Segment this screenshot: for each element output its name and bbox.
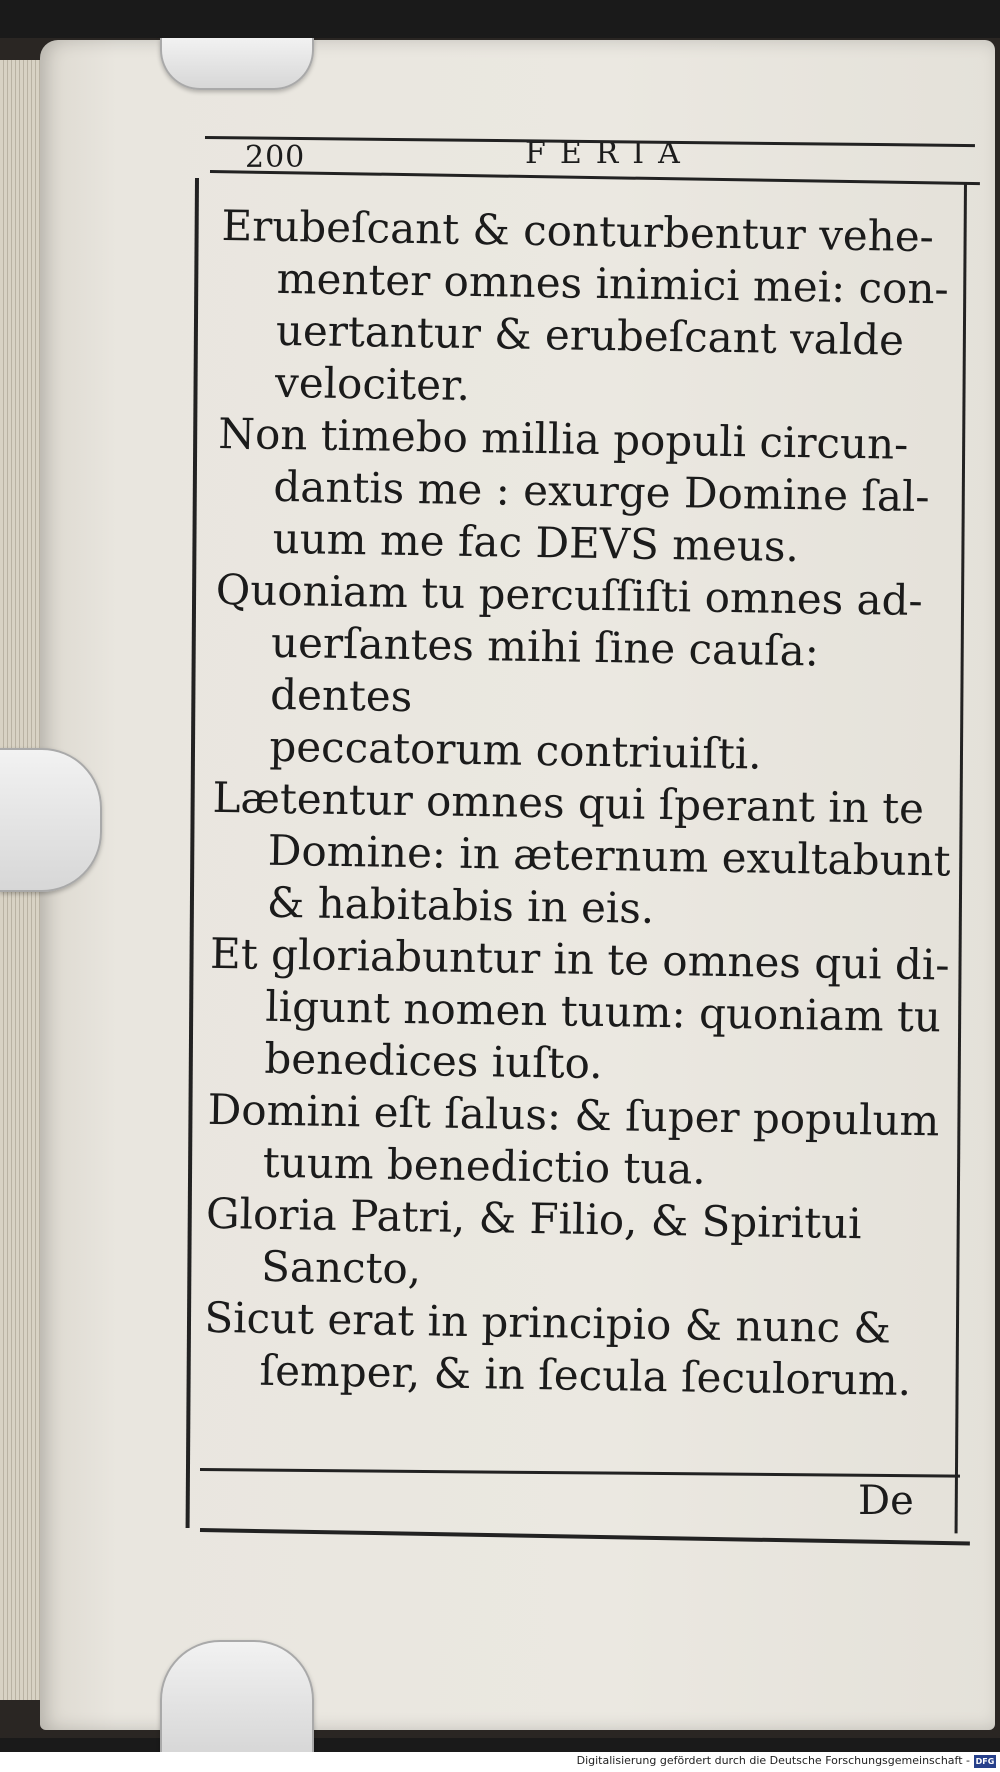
verse-line: uerſantes mihi ſine cauſa: dentes <box>269 617 820 722</box>
funding-credit: Digitalisierung gefördert durch die Deutsche Forschungsgemeinschaft - <box>576 1754 970 1767</box>
verse-first-line: Sicut erat in principio & nunc & <box>204 1292 892 1353</box>
verse <box>216 408 958 576</box>
verse <box>203 1292 945 1408</box>
verse-first-line: Domini eſt ſalus: & ſuper populum <box>207 1084 940 1146</box>
verse-first-line: Lætentur omnes qui ſperant in te <box>212 772 925 834</box>
verse-first-line: Gloria Patri, & Filio, & Spiritui <box>205 1188 862 1249</box>
verse <box>213 564 956 784</box>
running-head: FERIA <box>525 136 694 171</box>
psalm-text <box>203 200 962 1407</box>
verse-line: Domine: in æternum exultabunt <box>267 825 951 886</box>
verse <box>208 928 950 1096</box>
verse <box>206 1084 948 1200</box>
verse-first-line: Erubeſcant & conturbentur vehe- <box>221 200 935 262</box>
verse-first-line: Non timebo millia populi circun- <box>217 408 909 469</box>
verse-line: peccatorum contriuiſti. <box>269 721 762 779</box>
verse-line: menter omnes inimici mei: con- <box>276 253 950 314</box>
dfg-logo-icon: DFG <box>975 1757 995 1766</box>
catchword: De <box>858 1478 914 1524</box>
verse-line: uum me fac DEVS meus. <box>272 513 800 572</box>
page-clip-top <box>160 38 314 90</box>
verse <box>205 1188 947 1304</box>
verse-first-line: Et gloriabuntur in te omnes qui di- <box>209 928 950 990</box>
verse-line: ſemper, & in ſecula ſeculorum. <box>259 1345 912 1405</box>
verse-line: velociter. <box>274 357 471 410</box>
page-clip-left <box>0 748 102 892</box>
verse-line: & habitabis in eis. <box>266 877 655 933</box>
verse-line: benedices iuſto. <box>264 1033 603 1089</box>
verse-line: uertantur & erubeſcant valde <box>275 305 905 365</box>
page-clip-bottom <box>160 1640 314 1752</box>
page-number: 200 <box>245 140 306 175</box>
verse-line: dantis me : exurge Domine ſal- <box>273 461 930 522</box>
verse-line: ligunt nomen tuum: quoniam tu <box>264 981 942 1042</box>
verse-line: Sancto, <box>260 1241 422 1294</box>
verse <box>211 772 953 940</box>
verse-line: tuum benedictio tua. <box>262 1137 707 1194</box>
verse-first-line: Quoniam tu percuſſiſti omnes ad- <box>215 564 924 626</box>
verse <box>219 200 962 420</box>
